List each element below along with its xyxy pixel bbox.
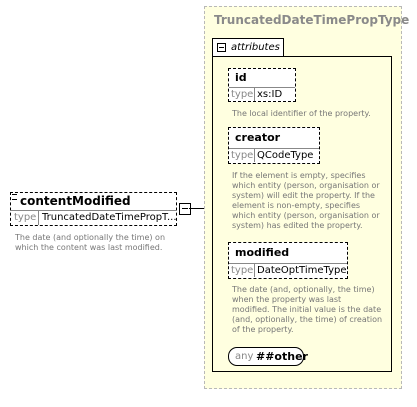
attribute-box-modified[interactable] bbox=[228, 242, 348, 279]
type-value: QCodeType bbox=[257, 150, 314, 161]
type-label: type bbox=[231, 150, 254, 161]
attribute-box-id[interactable] bbox=[228, 68, 296, 102]
doc-line: of the property. bbox=[232, 325, 294, 334]
element-documentation bbox=[15, 233, 195, 253]
type-label: type bbox=[231, 265, 254, 276]
doc-line: which entity (person, organisation or bbox=[232, 181, 380, 190]
minus-bar bbox=[219, 47, 224, 48]
attribute-name: id bbox=[235, 71, 247, 84]
type-label: type bbox=[231, 89, 254, 100]
doc-line: The local identifier of the property. bbox=[232, 109, 371, 118]
doc-line: If the element is empty, specifies bbox=[232, 171, 366, 180]
any-attribute-box[interactable] bbox=[228, 347, 308, 366]
divider bbox=[229, 263, 347, 264]
doc-line: element is non-empty, specifies bbox=[232, 201, 361, 210]
attribute-documentation bbox=[232, 109, 371, 119]
attribute-name: modified bbox=[235, 246, 290, 259]
attribute-name: creator bbox=[235, 131, 281, 144]
type-separator bbox=[254, 87, 255, 101]
doc-line: modified. The initial value is the date bbox=[232, 305, 382, 314]
divider bbox=[229, 87, 295, 88]
doc-line: (and, optionally, the time) of creation bbox=[232, 315, 383, 324]
type-separator bbox=[254, 263, 255, 277]
attribute-documentation bbox=[232, 171, 380, 231]
doc-line: when the property was last bbox=[232, 295, 342, 304]
expand-toggle-icon[interactable] bbox=[179, 203, 191, 215]
attributes-label: attributes bbox=[231, 42, 280, 53]
divider bbox=[11, 210, 176, 211]
element-name: contentModified bbox=[20, 194, 131, 208]
minus-bar bbox=[182, 208, 188, 209]
type-value: TruncatedDateTimePropT... bbox=[42, 212, 177, 223]
any-label: any bbox=[235, 351, 254, 362]
type-value: DateOptTimeType bbox=[257, 265, 347, 276]
attribute-documentation bbox=[232, 285, 382, 335]
attribute-box-creator[interactable] bbox=[228, 127, 320, 164]
divider bbox=[229, 148, 319, 149]
doc-line: system) will edit the property. If the bbox=[232, 191, 375, 200]
attributes-group-header[interactable] bbox=[212, 38, 284, 57]
element-box-contentModified[interactable] bbox=[10, 192, 177, 226]
collapse-icon[interactable] bbox=[217, 43, 226, 52]
type-separator bbox=[38, 211, 39, 225]
doc-line: The date (and optionally the time) on bbox=[15, 233, 166, 242]
element-icon bbox=[12, 194, 17, 200]
connector-line bbox=[189, 208, 205, 209]
doc-line: system) has edited the property. bbox=[232, 221, 363, 230]
type-label: type bbox=[14, 212, 37, 223]
doc-line: which the content was last modified. bbox=[15, 243, 163, 252]
any-value: ##other bbox=[256, 350, 308, 363]
type-separator bbox=[254, 148, 255, 162]
complex-type-title: TruncatedDateTimePropType bbox=[214, 13, 410, 27]
doc-line: The date (and, optionally, the time) bbox=[232, 285, 375, 294]
doc-line: which entity (person, organisation or bbox=[232, 211, 380, 220]
type-value: xs:ID bbox=[257, 89, 283, 100]
